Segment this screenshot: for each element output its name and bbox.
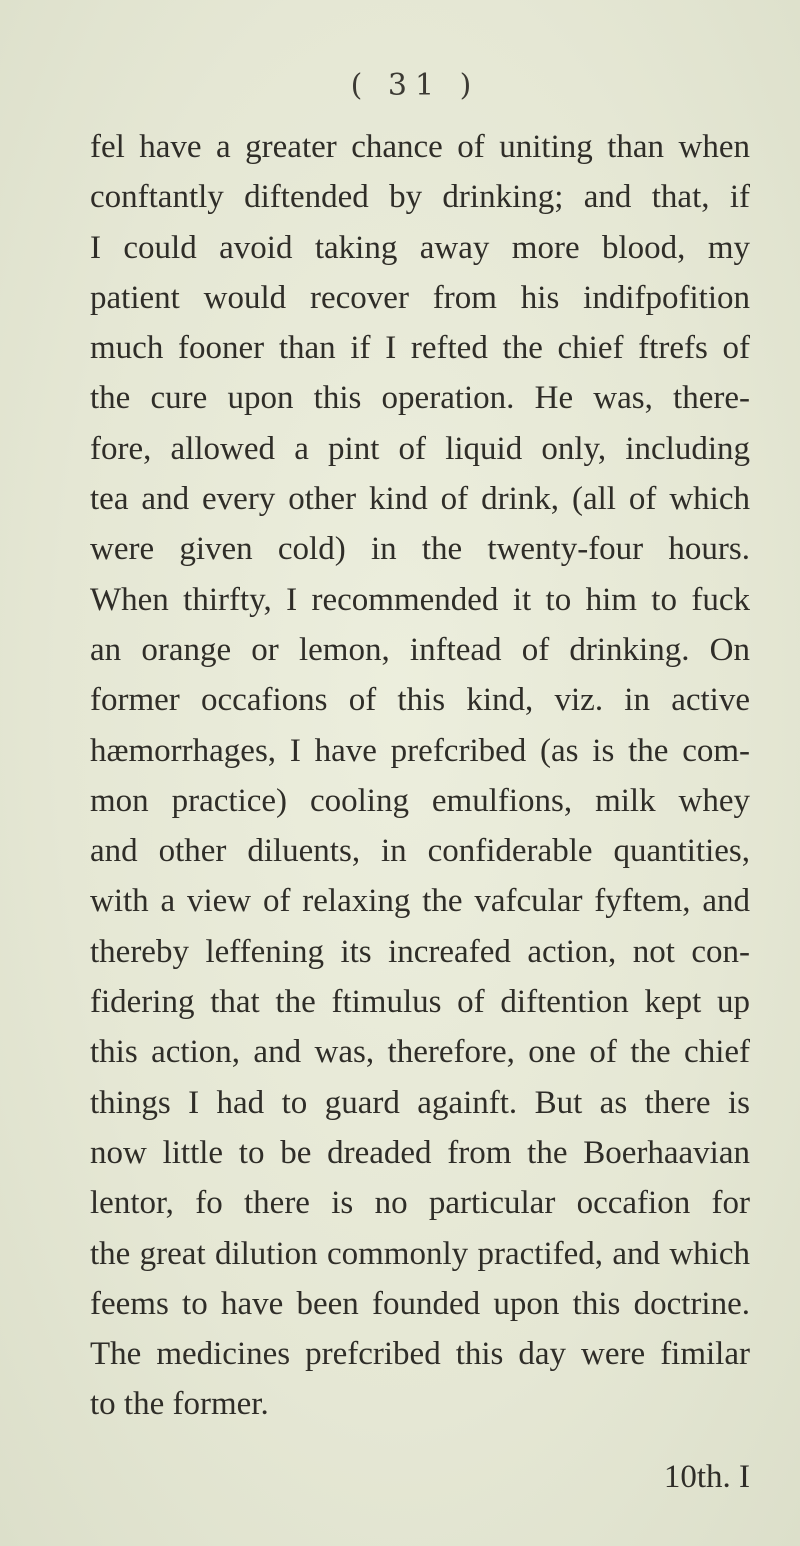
text-line: thereby leffening its increafed action, not con- (90, 933, 750, 970)
text-line: an orange or lemon, inftead of drinking. On (90, 631, 750, 668)
text-line: former occafions of this kind, viz. in active (90, 682, 750, 719)
text-line: fel have a greater chance of uniting than when (90, 129, 750, 165)
text-line: the cure upon this operation. He was, there- (90, 380, 750, 417)
text-line: with a view of relaxing the vafcular fyftem, and (90, 883, 750, 920)
text-line: were given cold) in the twenty-four hours. (90, 531, 750, 568)
text-line: When thirfty, I recommended it to him to fuck (90, 581, 750, 618)
text-line: the great dilution commonly practifed, and which (90, 1235, 750, 1272)
body-text (90, 122, 750, 1430)
text-line: things I had to guard againft. But as there is (90, 1084, 750, 1121)
text-line: this action, and was, therefore, one of the chief (90, 1034, 750, 1071)
text-line: conftantly diftended by drinking; and that, if (90, 179, 750, 216)
catchword: 10th. I (663, 1459, 750, 1495)
text-line: I could avoid taking away more blood, my (90, 229, 750, 266)
text-line: now little to be dreaded from the Boerhaavian (90, 1134, 750, 1171)
text-line: fidering that the ftimulus of diftention kept up (90, 984, 750, 1021)
text-line: hæmorrhages, I have prefcribed (as is the com- (90, 732, 750, 769)
text-line: fore, allowed a pint of liquid only, including (90, 430, 750, 467)
page-number: ( 31 ) (350, 68, 480, 103)
text-line: feems to have been founded upon this doctrine. (90, 1285, 750, 1322)
text-line: much fooner than if I refted the chief ftrefs of (90, 330, 750, 367)
text-line: lentor, fo there is no particular occafion for (90, 1185, 750, 1222)
text-line: mon practice) cooling emulfions, milk whey (90, 782, 750, 819)
text-line: tea and every other kind of drink, (all of which (90, 481, 750, 518)
text-line: and other diluents, in confiderable quantities, (90, 833, 750, 870)
text-line: The medicines prefcribed this day were fimilar (90, 1336, 750, 1373)
text-line: patient would recover from his indifpofition (90, 279, 750, 316)
text-line: to the former. (90, 1386, 269, 1423)
